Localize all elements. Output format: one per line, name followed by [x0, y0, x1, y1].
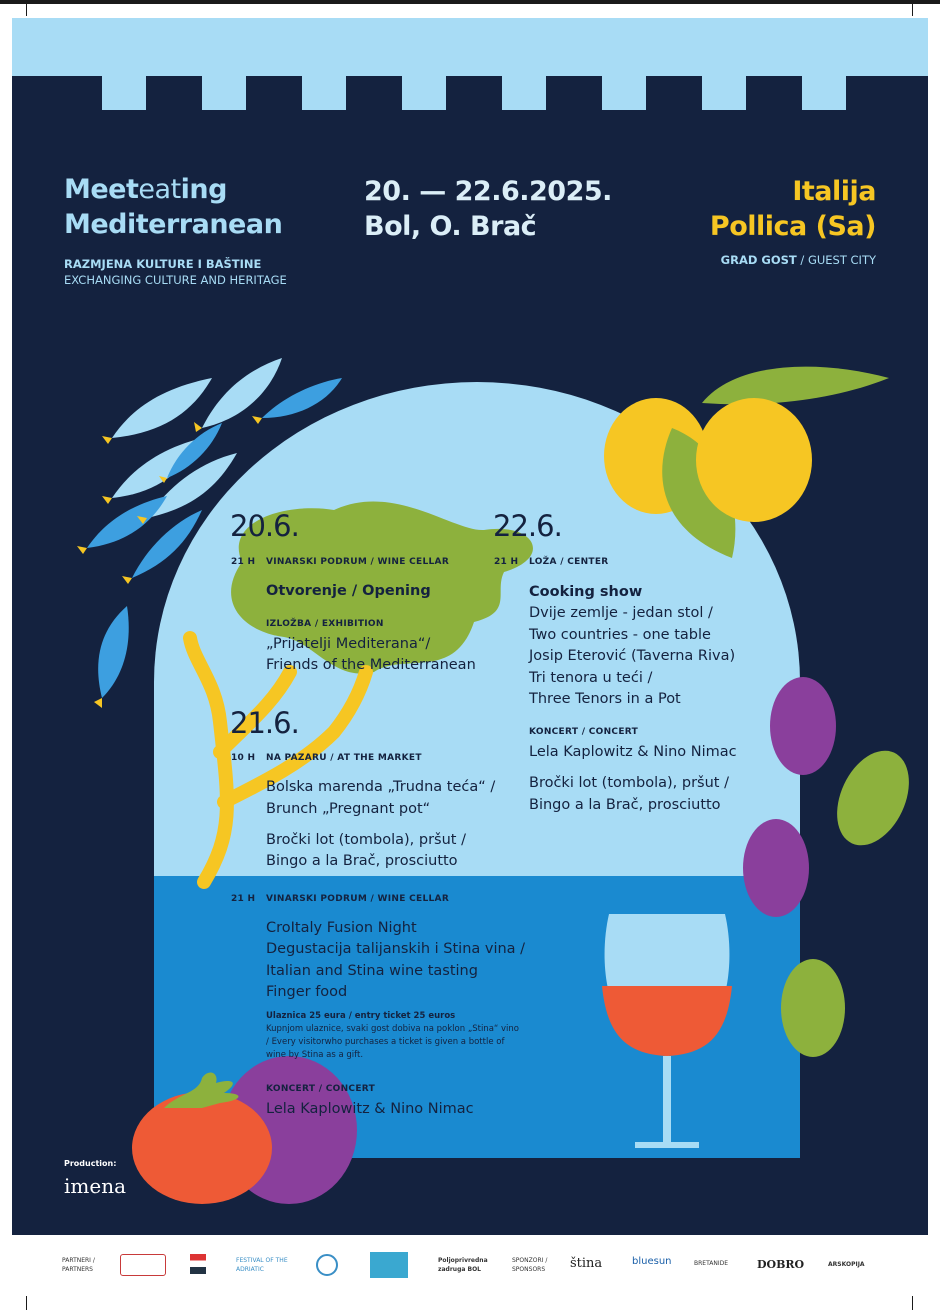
- sponsor-strip: [0, 1240, 940, 1290]
- tomato-and-plum: [124, 1038, 364, 1208]
- sky-band: [12, 18, 928, 76]
- sponsor-arskopija: ARSKOPIJA: [828, 1261, 865, 1268]
- sponsor-zadruga: Poljoprivredna zadruga BOL: [438, 1257, 488, 1273]
- olive-green-2: [780, 958, 846, 1058]
- sponsor-logo-2: [120, 1254, 166, 1276]
- battlement: [302, 74, 346, 110]
- sponsor-stina: ština: [570, 1256, 603, 1271]
- battlement: [102, 74, 146, 110]
- event-poster: [12, 18, 928, 1235]
- day1-exhibition-label: IZLOŽBA / EXHIBITION: [266, 619, 384, 629]
- day2-night-line3: Italian and Stina wine tasting: [266, 963, 478, 979]
- day2-ticket-text: Kupnjom ulaznice, svaki gost dobiva na poklon „Stina“ vino / Every visitorwho purchases a ticket is given a bottle of wine by Stina as a gift.: [266, 1024, 519, 1060]
- subtitle-hr: RAZMJENA KULTURE I BAŠTINE: [64, 257, 262, 271]
- day2-time: 10 H: [231, 753, 256, 763]
- day2-brunch-line2: Brunch „Pregnant pot“: [266, 801, 431, 817]
- crop-line-top: [0, 0, 940, 4]
- day1-opening: Otvorenje / Opening: [266, 583, 431, 599]
- subtitle-en: EXCHANGING CULTURE AND HERITAGE: [64, 273, 287, 287]
- day2-date: 21.6.: [230, 706, 299, 740]
- sponsor-sponsors-label: SPONZORI / SPONSORS: [512, 1257, 548, 1273]
- crop-mark-left-top: [26, 4, 27, 16]
- day3-lot-line1: Bročki lot (tombola), pršut /: [529, 775, 729, 791]
- guest-label-en: / GUEST CITY: [796, 253, 876, 267]
- day2-night-line1: CroItaly Fusion Night: [266, 920, 417, 936]
- olive-purple-1: [769, 676, 837, 776]
- lemon-branch: [594, 348, 914, 563]
- day3-date: 22.6.: [493, 509, 562, 543]
- crop-mark-right-bottom: [912, 1296, 913, 1310]
- guest-country: Italija: [792, 176, 876, 207]
- day3-concert-label: KONCERT / CONCERT: [529, 727, 639, 737]
- production-label: Production:: [64, 1159, 117, 1168]
- day2-lot-line2: Bingo a la Brač, prosciutto: [266, 853, 458, 869]
- title-ing: ing: [180, 174, 227, 205]
- production-logo: imena: [64, 1174, 127, 1198]
- sponsor-festival: FESTIVAL OF THE ADRIATIC: [236, 1257, 288, 1273]
- day3-time: 21 H: [494, 557, 519, 567]
- guest-city-label: [721, 252, 876, 268]
- battlement: [402, 74, 446, 110]
- day3-cooking-title: Cooking show: [529, 584, 643, 600]
- day2-brunch-line1: Bolska marenda „Trudna teća“ /: [266, 779, 496, 795]
- sponsor-bretanide: BRETANIDE: [694, 1260, 729, 1267]
- day3-cooking-line4: Tri tenora u teći /: [529, 670, 653, 686]
- guest-city: Pollica (Sa): [709, 211, 876, 242]
- battlement: [802, 74, 846, 110]
- crop-mark-left-bottom: [26, 1296, 27, 1310]
- event-place: Bol, O. Brač: [364, 211, 537, 242]
- day3-cooking-line5: Three Tenors in a Pot: [529, 691, 681, 707]
- day2-evening-time: 21 H: [231, 894, 256, 904]
- day2-venue: NA PAZARU / AT THE MARKET: [266, 753, 422, 763]
- day1-exhibition-line2: Friends of the Mediterranean: [266, 657, 476, 673]
- day2-night-line4: Finger food: [266, 984, 348, 1000]
- day3-lot-line2: Bingo a la Brač, prosciutto: [529, 797, 721, 813]
- sponsor-logo-6: [370, 1252, 408, 1278]
- event-date: 20. — 22.6.2025.: [364, 176, 612, 207]
- day2-concert-artists: Lela Kaplowitz & Nino Nimac: [266, 1101, 474, 1117]
- guest-label-hr: GRAD GOST: [720, 253, 797, 267]
- day2-evening-venue: VINARSKI PODRUM / WINE CELLAR: [266, 894, 450, 904]
- sponsor-bluesun: bluesun: [632, 1256, 672, 1267]
- day2-ticket-price: Ulaznica 25 eura / entry ticket 25 euros: [266, 1011, 456, 1021]
- olive-green-1: [834, 746, 912, 850]
- day1-exhibition-line1: „Prijatelji Mediterana“/: [266, 636, 431, 652]
- battlement: [202, 74, 246, 110]
- day3-cooking-line2: Two countries - one table: [529, 627, 711, 643]
- sponsor-dobro: DOBRO: [757, 1258, 805, 1271]
- day3-venue: LOŽA / CENTER: [529, 557, 609, 567]
- day2-concert-label: KONCERT / CONCERT: [266, 1084, 376, 1094]
- day2-lot-line1: Bročki lot (tombola), pršut /: [266, 832, 466, 848]
- sponsor-partners-label: PARTNERI / PARTNERS: [62, 1257, 95, 1273]
- sponsor-logo-3: [190, 1254, 206, 1274]
- title-eat: eat: [138, 174, 181, 205]
- sponsor-logo-5: [316, 1254, 338, 1276]
- day3-cooking-line3: Josip Eterović (Taverna Riva): [529, 648, 736, 664]
- day1-venue: VINARSKI PODRUM / WINE CELLAR: [266, 557, 450, 567]
- olive-purple-2: [742, 818, 810, 918]
- wine-glass: [597, 906, 737, 1156]
- title-mediterranean: Mediterranean: [64, 209, 283, 240]
- day3-cooking-line1: Dvije zemlje - jedan stol /: [529, 605, 713, 621]
- crop-mark-right-top: [912, 4, 913, 16]
- day1-date: 20.6.: [230, 509, 299, 543]
- day3-concert-artists: Lela Kaplowitz & Nino Nimac: [529, 744, 737, 760]
- battlement: [602, 74, 646, 110]
- day2-night-line2: Degustacija talijanskih i Stina vina /: [266, 941, 526, 957]
- battlement: [502, 74, 546, 110]
- day1-time: 21 H: [231, 557, 256, 567]
- event-title: [64, 172, 282, 242]
- day2-ticket-info: [266, 1010, 521, 1062]
- title-meet: Meet: [64, 174, 139, 205]
- battlement: [702, 74, 746, 110]
